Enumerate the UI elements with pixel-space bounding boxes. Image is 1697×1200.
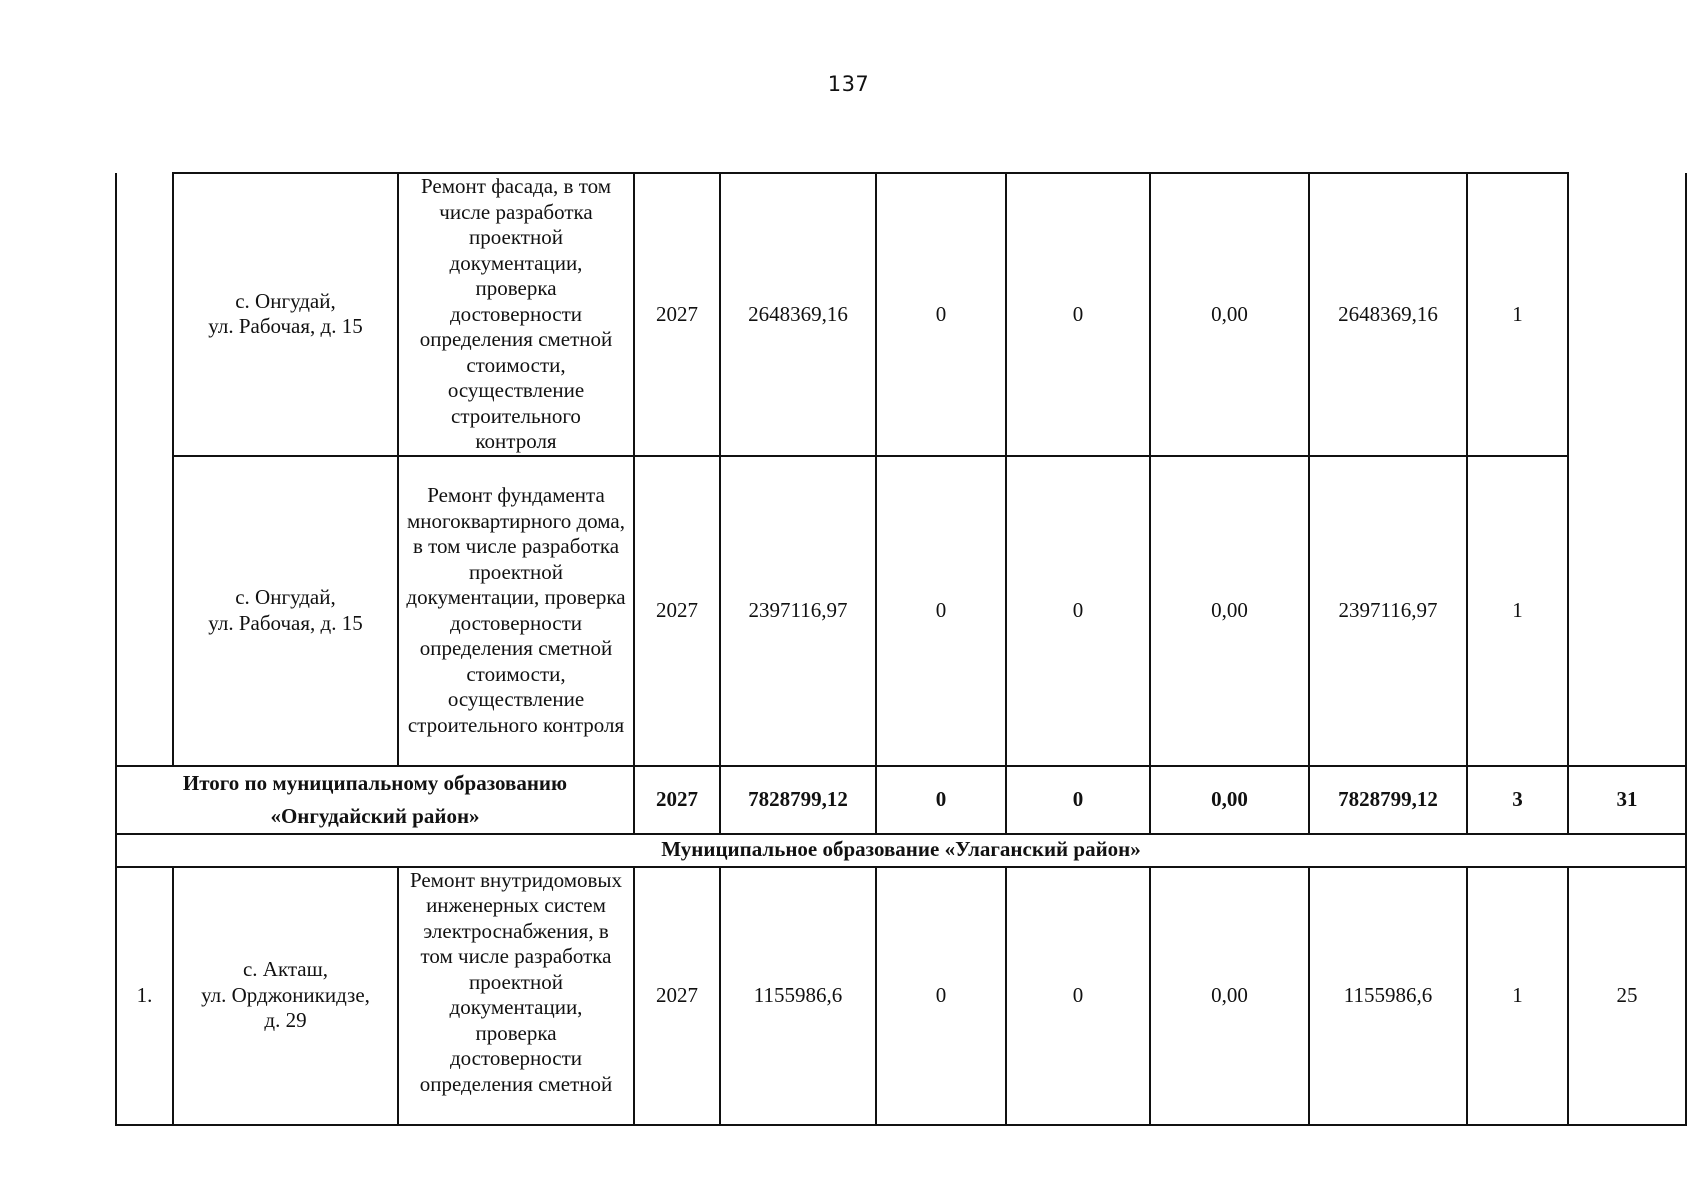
work-type-cell [398, 456, 634, 766]
total-label: Итого по муниципальному образованию «Онгудайский район» [182, 770, 568, 828]
total-cost-cell: 7828799,12 [720, 766, 876, 834]
section-header-row [116, 834, 1686, 867]
total-fund-cell-3: 0,00 [1150, 766, 1309, 834]
fund-cell-3: 0,00 [1150, 456, 1309, 766]
address-text: с. Акташ, ул. Орджоникидзе, д. 29 [201, 957, 370, 1033]
total-count-cell: 3 [1467, 766, 1568, 834]
total-extra-cell: 31 [1568, 766, 1686, 834]
total-cost-cell: 2648369,16 [720, 173, 876, 456]
total-year-cell: 2027 [634, 766, 720, 834]
count-cell: 1 [1467, 173, 1568, 456]
year-cell: 2027 [634, 456, 720, 766]
count-cell: 1 [1467, 456, 1568, 766]
year-cell: 2027 [634, 173, 720, 456]
fund-cell-4: 1155986,6 [1309, 867, 1467, 1125]
total-fund-cell-2: 0 [1006, 766, 1150, 834]
work-type-text: Ремонт фундамента многоквартирного дома, в том числе разработка проектной документации, проверка достоверности определения сметной стоимости, осуществление строительного контроля [406, 483, 626, 737]
fund-cell-4: 2648369,16 [1309, 173, 1467, 456]
work-type-text: Ремонт внутридомовых инженерных систем электроснабжения, в том числе разработка проектной документации, проверка достоверности определения сметной [409, 867, 623, 1096]
fund-cell-4: 2397116,97 [1309, 456, 1467, 766]
address-cell [173, 173, 398, 456]
address-cell [173, 456, 398, 766]
extra-cell [1568, 173, 1686, 766]
total-fund-cell-4: 7828799,12 [1309, 766, 1467, 834]
fund-cell-1: 0 [876, 456, 1006, 766]
fund-cell-3: 0,00 [1150, 867, 1309, 1125]
total-cost-cell: 1155986,6 [720, 867, 876, 1125]
page-number: 137 [827, 72, 870, 96]
repair-program-table [115, 172, 1687, 1126]
work-type-cell [398, 173, 634, 456]
address-cell [173, 867, 398, 1125]
fund-cell-1: 0 [876, 867, 1006, 1125]
table-row [116, 456, 1686, 766]
work-type-cell [398, 867, 634, 1125]
fund-cell-1: 0 [876, 173, 1006, 456]
fund-cell-3: 0,00 [1150, 173, 1309, 456]
total-row [116, 766, 1686, 834]
address-text: с. Онгудай, ул. Рабочая, д. 15 [208, 585, 363, 635]
extra-cell: 25 [1568, 867, 1686, 1125]
fund-cell-2: 0 [1006, 867, 1150, 1125]
table-row [116, 173, 1686, 456]
section-header: Муниципальное образование «Улаганский район» [116, 834, 1686, 867]
row-number-cell [116, 173, 173, 766]
total-label-cell [116, 766, 634, 834]
count-cell: 1 [1467, 867, 1568, 1125]
total-fund-cell-1: 0 [876, 766, 1006, 834]
table-row [116, 867, 1686, 1125]
work-type-text: Ремонт фасада, в том числе разработка проектной документации, проверка достоверности определения сметной стоимости, осуществление строительного контроля [419, 174, 613, 453]
address-text: с. Онгудай, ул. Рабочая, д. 15 [208, 288, 363, 339]
year-cell: 2027 [634, 867, 720, 1125]
row-number-cell: 1. [116, 867, 173, 1125]
fund-cell-2: 0 [1006, 173, 1150, 456]
work-type-text-clip [402, 868, 630, 1124]
total-cost-cell: 2397116,97 [720, 456, 876, 766]
fund-cell-2: 0 [1006, 456, 1150, 766]
